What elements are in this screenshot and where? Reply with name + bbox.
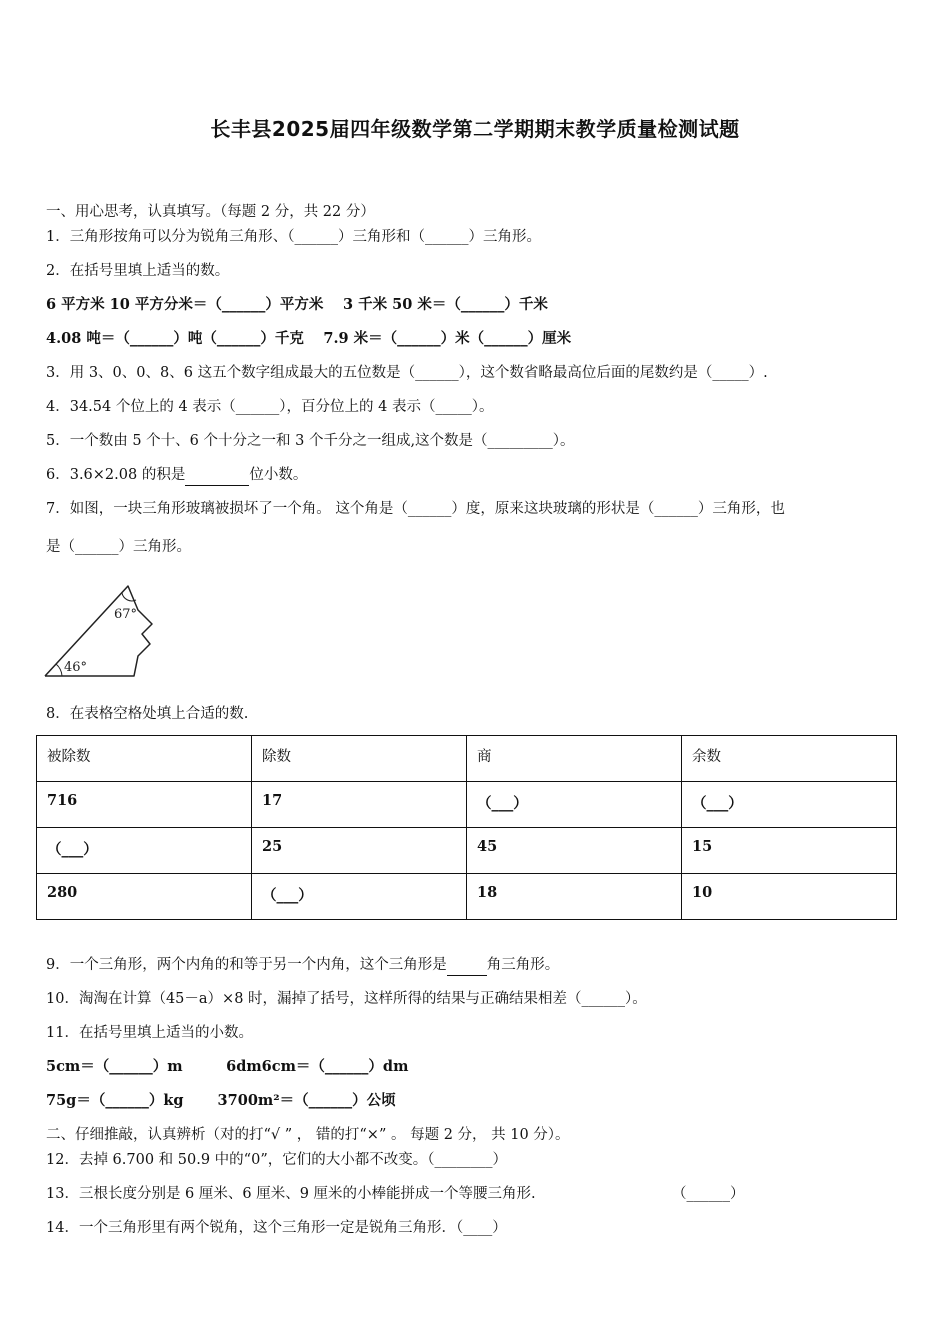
- question-5: 5．一个数由 5 个十、6 个十分之一和 3 个千分之一组成,这个数是（_________）。: [46, 433, 575, 449]
- question-2-line-b: 4.08 吨＝（______）吨（______）千克 7.9 米＝（______）米（______）厘米: [46, 330, 572, 347]
- question-9-text: 9．一个三角形，两个内角的和等于另一个内角，这个三角形是: [46, 957, 447, 973]
- table-header-cell: 被除数: [37, 736, 252, 782]
- table-header-cell: 商: [467, 736, 682, 782]
- table-row: [37, 874, 897, 920]
- question-2-line-a: 6 平方米 10 平方分米＝（______）平方米 3 千米 50 米＝（______）千米: [46, 296, 548, 313]
- answer-blank: [185, 465, 249, 486]
- table-cell: （___）: [682, 782, 897, 828]
- section-1-heading: 一、用心思考，认真填写。（每题 2 分，共 22 分）: [46, 204, 375, 220]
- question-13: 13．三根长度分别是 6 厘米、6 厘米、9 厘米的小棒能拼成一个等腰三角形.: [46, 1186, 536, 1202]
- question-6: [46, 465, 307, 486]
- table-cell: 45: [467, 828, 682, 874]
- table-cell: （___）: [467, 782, 682, 828]
- question-1: 1．三角形按角可以分为锐角三角形、（______）三角形和（______）三角形。: [46, 229, 541, 245]
- table-header-row: [37, 736, 897, 782]
- question-6-text: 6．3.6×2.08 的积是: [46, 467, 186, 483]
- angle-label-bottom: 46°: [64, 660, 88, 675]
- table-cell: 10: [682, 874, 897, 920]
- question-11: 11．在括号里填上适当的小数。: [46, 1025, 253, 1041]
- table-cell: 25: [252, 828, 467, 874]
- question-9: [46, 955, 559, 976]
- question-2: 2．在括号里填上适当的数。: [46, 263, 230, 279]
- page-title: 长丰县2025届四年级数学第二学期期末教学质量检测试题: [210, 117, 740, 141]
- question-10: 10．淘淘在计算（45－a）×8 时，漏掉了括号，这样所得的结果与正确结果相差（______）。: [46, 991, 647, 1007]
- angle-label-top: 67°: [114, 607, 138, 622]
- table-cell: 716: [37, 782, 252, 828]
- question-8: 8．在表格空格处填上合适的数.: [46, 706, 249, 722]
- division-table: [36, 735, 897, 920]
- table-cell: （___）: [252, 874, 467, 920]
- table-header-cell: 除数: [252, 736, 467, 782]
- table-cell: 280: [37, 874, 252, 920]
- question-7-line-a: 7．如图，一块三角形玻璃被损坏了一个角。 这个角是（______）度，原来这块玻璃的形状是（______）三角形，也: [46, 501, 785, 517]
- question-3: 3．用 3、0、0、8、6 这五个数字组成最大的五位数是（______），这个数省略最高位后面的尾数约是（_____）.: [46, 365, 768, 381]
- question-4: 4．34.54 个位上的 4 表示（______），百分位上的 4 表示（_____）。: [46, 399, 494, 415]
- table-cell: （___）: [37, 828, 252, 874]
- question-11-line-a: 5cm＝（______）m 6dm6cm＝（______）dm: [46, 1058, 409, 1075]
- table-cell: 15: [682, 828, 897, 874]
- table-row: [37, 828, 897, 874]
- question-13-answer-blank: （______）: [672, 1186, 745, 1202]
- table-cell: 17: [252, 782, 467, 828]
- section-2-heading: 二、仔细推敲，认真辨析（对的打“√ ” ， 错的打“×” 。 每题 2 分， 共 10 分）。: [46, 1127, 570, 1143]
- broken-triangle-figure: [42, 580, 162, 680]
- question-12: 12．去掉 6.700 和 50.9 中的“0”，它们的大小都不改变。（________）: [46, 1152, 507, 1168]
- table-cell: 18: [467, 874, 682, 920]
- question-14: 14．一个三角形里有两个锐角，这个三角形一定是锐角三角形．（____）: [46, 1220, 507, 1236]
- question-11-line-b: 75g＝（______）kg 3700m²＝（______）公顷: [46, 1092, 396, 1109]
- table-row: [37, 782, 897, 828]
- question-7-line-b: 是（______）三角形。: [46, 539, 191, 555]
- question-6-suffix: 位小数。: [249, 467, 308, 483]
- answer-blank: [447, 955, 487, 976]
- table-header-cell: 余数: [682, 736, 897, 782]
- question-9-suffix: 角三角形。: [486, 957, 560, 973]
